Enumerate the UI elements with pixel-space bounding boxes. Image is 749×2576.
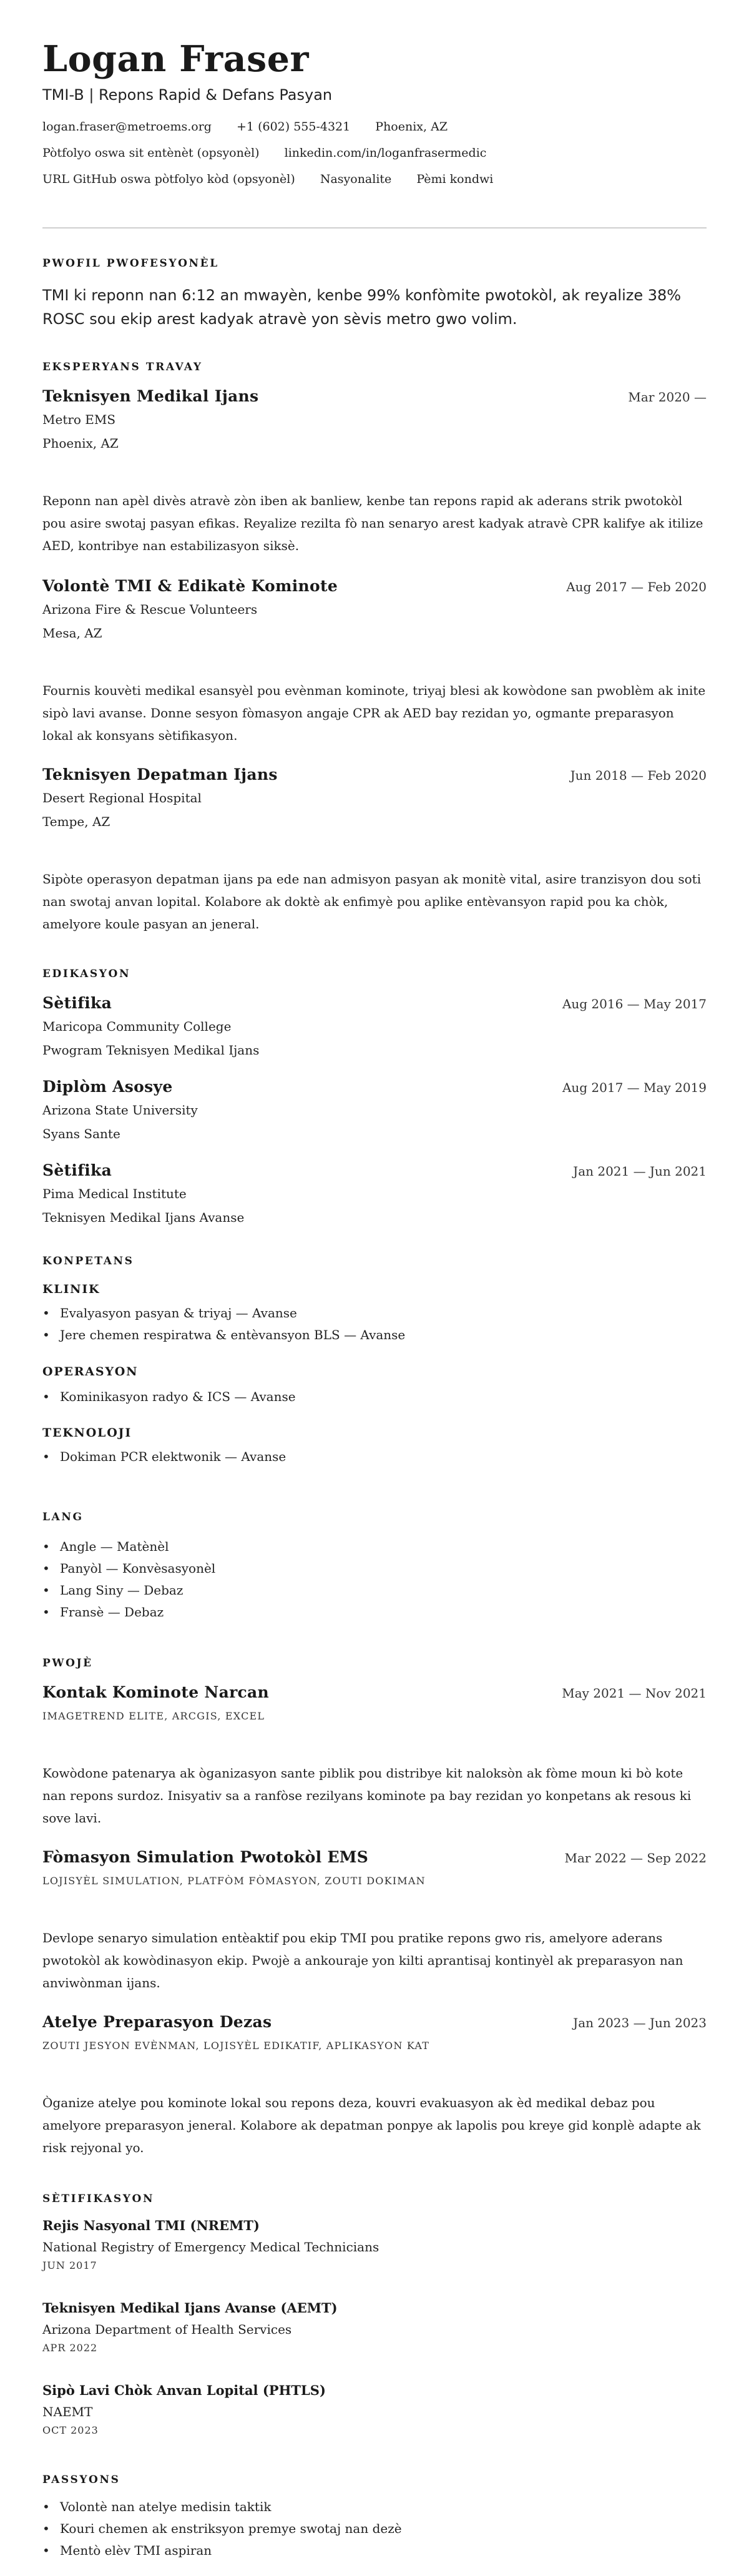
certifications-section-title: SÈTIFIKASYON	[42, 2193, 155, 2205]
skill-category: OPERASYON	[42, 1365, 139, 1379]
languages-section-title: LANG	[42, 1511, 84, 1523]
certification-title: Sipò Lavi Chòk Anvan Lopital (PHTLS)	[42, 2382, 326, 2398]
degree-title: Diplòm Asosye	[42, 1078, 173, 1096]
hobby-list	[42, 2496, 707, 2562]
job-title: Volontè TMI & Edikatè Kominote	[42, 577, 338, 595]
experience-section-title: EKSPERYANS TRAVAY	[42, 361, 203, 373]
certification-issuer: NAEMT	[42, 2404, 93, 2419]
job-employer: Arizona Fire & Rescue Volunteers	[42, 602, 258, 617]
language-item: • Angle — Matènèl	[42, 1536, 707, 1558]
job-dates: Jun 2018 — Feb 2020	[570, 768, 707, 783]
school-name: Maricopa Community College	[42, 1019, 232, 1034]
language-list	[42, 1536, 707, 1623]
job-description: Fournis kouvèti medikal esansyèl pou evènman kominote, triyaj blesi ak kowòdone san pwoblèm ak inite sipò lavi avanse. Donne sesyon fòmasyon angaje CPR ak AED bay rezidan yo, ogmante preparasyon lokal ak konsyans sètifikasyon.	[42, 683, 706, 743]
experience-item	[42, 577, 707, 641]
job-employer: Metro EMS	[42, 412, 116, 427]
skill-category: TEKNOLOJI	[42, 1426, 132, 1440]
skill-list	[42, 1446, 707, 1468]
hobbies-section-title: PASSYONS	[42, 2474, 120, 2486]
job-location: Mesa, AZ	[42, 626, 102, 641]
project-tools: LOJISYÈL SIMULATION, PLATFÒM FÒMASYON, ZOUTI DOKIMAN	[42, 1875, 426, 1887]
certification-date: OCT 2023	[42, 2424, 99, 2436]
job-dates: Aug 2017 — Feb 2020	[566, 579, 707, 594]
language-item: • Lang Siny — Debaz	[42, 1580, 707, 1601]
certification-date: JUN 2017	[42, 2259, 97, 2271]
degree-dates: Aug 2017 — May 2019	[562, 1080, 707, 1095]
project-item	[42, 1848, 707, 1887]
profile-summary: TMI ki reponn nan 6:12 an mwayèn, kenbe 99% konfòmite pwotokòl, ak reyalize 38% ROSC sou ekip arest kadyak atravè yon sèvis metro gwo volim.	[42, 287, 682, 328]
contact-nationality: Nasyonalite	[320, 172, 392, 186]
project-title: Fòmasyon Simulation Pwotokòl EMS	[42, 1848, 369, 1866]
school-name: Pima Medical Institute	[42, 1186, 187, 1201]
skill-item: • Kominikasyon radyo & ICS — Avanse	[42, 1386, 707, 1408]
project-item	[42, 2013, 707, 2052]
skill-item: • Evalyasyon pasyan & triyaj — Avanse	[42, 1302, 707, 1324]
hobby-item: • Mentò elèv TMI aspiran	[42, 2540, 707, 2562]
certification-item	[42, 2382, 707, 2436]
skill-category: KLINIK	[42, 1282, 100, 1296]
school-name: Arizona State University	[42, 1103, 198, 1118]
candidate-name: Logan Fraser	[42, 38, 309, 80]
program-name: Teknisyen Medikal Ijans Avanse	[42, 1210, 245, 1225]
contact-linkedin[interactable]: linkedin.com/in/loganfrasermedic	[284, 146, 487, 160]
candidate-tagline: TMI-B | Repons Rapid & Defans Pasyan	[42, 86, 333, 104]
project-item	[42, 1683, 707, 1722]
project-tools: ZOUTI JESYON EVÈNMAN, LOJISYÈL EDIKATIF, APLIKASYON KAT	[42, 2040, 430, 2052]
degree-title: Sètifika	[42, 1161, 112, 1179]
project-description: Kowòdone patenarya ak òganizasyon sante piblik pou distribye kit naloksòn ak fòme moun ki bò kote nan repons surdoz. Inisyativ sa a ranfòse rezilyans kominote pa bay rezidan yo konpetans ak resous ki sove lavi.	[42, 1766, 692, 1826]
certification-item	[42, 2300, 707, 2354]
education-item	[42, 1161, 707, 1226]
contact-location: Phoenix, AZ	[375, 120, 448, 134]
job-location: Tempe, AZ	[42, 814, 110, 829]
language-item: • Fransè — Debaz	[42, 1601, 707, 1623]
contact-row-1	[42, 119, 707, 135]
hobby-item: • Kouri chemen ak enstriksyon premye swotaj nan dezè	[42, 2518, 707, 2540]
job-location: Phoenix, AZ	[42, 436, 119, 451]
contact-work-permit: Pèmi kondwi	[416, 172, 494, 186]
contact-row-3	[42, 171, 707, 187]
certification-date: APR 2022	[42, 2342, 98, 2354]
education-section-title: EDIKASYON	[42, 968, 131, 980]
project-tools: IMAGETREND ELITE, ARCGIS, EXCEL	[42, 1710, 265, 1722]
language-item: • Panyòl — Konvèsasyonèl	[42, 1558, 707, 1580]
job-description: Reponn nan apèl divès atravè zòn iben ak banliew, kenbe tan repons rapid ak aderans strik pwotokòl pou asire swotaj pasyan efikas. Reyalize rezilta fò nan senaryo arest kadyak atravè CPR kalifye ak itilize AED, kontribye nan estabilizasyon siksè.	[42, 493, 703, 553]
contact-portfolio[interactable]: Pòtfolyo oswa sit entènèt (opsyonèl)	[42, 146, 260, 160]
contact-github[interactable]: URL GitHub oswa pòtfolyo kòd (opsyonèl)	[42, 172, 295, 186]
program-name: Syans Sante	[42, 1126, 120, 1141]
project-description: Òganize atelye pou kominote lokal sou repons deza, kouvri evakuasyon ak èd medikal debaz pou amelyore preparasyon jeneral. Kolabore ak depatman ponpye ak lapolis pou kreye gid konplè adapte ak risk rejyonal yo.	[42, 2095, 701, 2155]
education-item	[42, 1078, 707, 1142]
project-description: Devlope senaryo simulation entèaktif pou ekip TMI pou pratike repons gwo ris, amelyore aderans pwotokòl ak kowòdinasyon ekip. Pwojè a ankouraje yon kilti aprantisaj kontinyèl ak preparasyon nan anviwònman ijans.	[42, 1930, 683, 1990]
job-dates: Mar 2020 —	[628, 390, 707, 405]
profile-section-title: PWOFIL PWOFESYONÈL	[42, 257, 219, 270]
contact-row-2	[42, 145, 707, 161]
skill-list	[42, 1302, 707, 1346]
contact-phone[interactable]: +1 (602) 555-4321	[237, 120, 351, 134]
resume-header	[42, 39, 707, 187]
project-title: Atelye Preparasyon Dezas	[42, 2013, 272, 2031]
education-item	[42, 994, 707, 1058]
certification-title: Teknisyen Medikal Ijans Avanse (AEMT)	[42, 2300, 338, 2316]
projects-section-title: PWOJÈ	[42, 1657, 93, 1669]
certification-issuer: National Registry of Emergency Medical Technicians	[42, 2239, 379, 2254]
degree-dates: Aug 2016 — May 2017	[562, 996, 707, 1011]
experience-item	[42, 387, 707, 451]
certification-item	[42, 2218, 707, 2271]
program-name: Pwogram Teknisyen Medikal Ijans	[42, 1043, 260, 1058]
project-dates: Mar 2022 — Sep 2022	[564, 1851, 707, 1866]
project-dates: May 2021 — Nov 2021	[562, 1686, 707, 1701]
experience-item	[42, 765, 707, 830]
job-description: Sipòte operasyon depatman ijans pa ede nan admisyon pasyan ak monitè vital, asire tranzisyon dou soti nan swotaj anvan lopital. Kolabore ak doktè ak enfimyè pou aplike entèvansyon rapid pou ka chòk, amelyore koule pasyan an jeneral.	[42, 872, 702, 932]
skill-list	[42, 1386, 707, 1408]
job-title: Teknisyen Depatman Ijans	[42, 765, 278, 784]
skill-item: • Dokiman PCR elektwonik — Avanse	[42, 1446, 707, 1468]
contact-email[interactable]: logan.fraser@metroems.org	[42, 120, 212, 134]
project-title: Kontak Kominote Narcan	[42, 1683, 270, 1701]
job-title: Teknisyen Medikal Ijans	[42, 387, 259, 405]
skills-section-title: KONPETANS	[42, 1255, 134, 1267]
certification-issuer: Arizona Department of Health Services	[42, 2322, 292, 2337]
certification-title: Rejis Nasyonal TMI (NREMT)	[42, 2218, 260, 2233]
hobby-item: • Volontè nan atelye medisin taktik	[42, 2496, 707, 2518]
degree-dates: Jan 2021 — Jun 2021	[573, 1164, 707, 1179]
header-divider	[42, 227, 707, 229]
skill-item: • Jere chemen respiratwa & entèvansyon BLS — Avanse	[42, 1324, 707, 1346]
job-employer: Desert Regional Hospital	[42, 790, 202, 805]
degree-title: Sètifika	[42, 994, 112, 1012]
project-dates: Jan 2023 — Jun 2023	[573, 2015, 707, 2030]
